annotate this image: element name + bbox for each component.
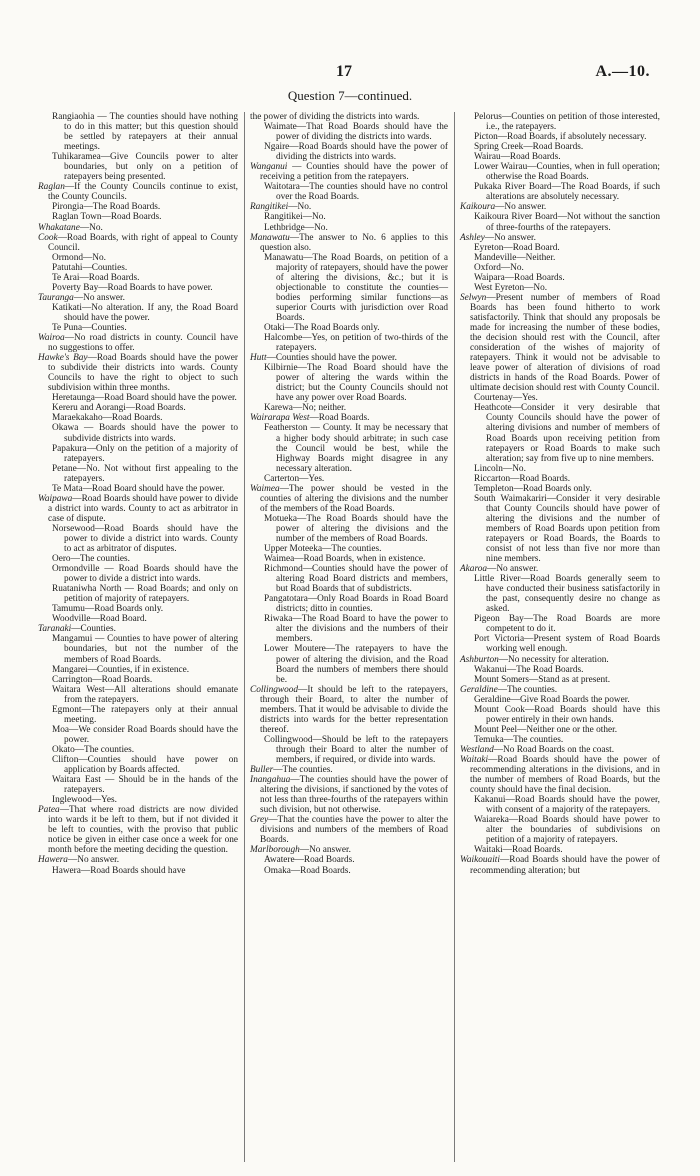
district-entry: Waiareka—Road Boards should have power to alter the boundaries of subdivisions on petition of a majority of ratepayers.	[474, 815, 660, 846]
district-entry: Kilbirnie—The Road Board should have the power of altering the wards within the district; but the County Councils should not have any power over Road Boards.	[264, 363, 448, 404]
district-entry: Little River—Road Boards generally seem to have conducted their business satisfactorily in the past, consequently desire no change as asked.	[474, 574, 660, 615]
district-entry: Pangatotara—Only Road Boards in Road Board districts; ditto in counties.	[264, 594, 448, 615]
district-entry: Carrington—Road Boards.	[52, 674, 153, 685]
county-entry: Cook—Road Boards, with right of appeal to County Council.	[38, 232, 238, 253]
district-entry: Okato—The counties.	[52, 744, 135, 755]
section-subtitle: Question 7—continued.	[287, 88, 413, 103]
county-entry: Ashburton—No necessity for alteration.	[460, 654, 609, 665]
district-entry: Carterton—Yes.	[264, 473, 325, 484]
county-entry: Inangahua—The counties should have the power of altering the divisions, if sanctioned by the votes of not less than three-fourths of the ratepayers within such division, but not otherwise.	[250, 775, 448, 816]
county-entry: Grey—That the counties have the power to alter the divisions and numbers of the members of Road Boards.	[250, 815, 448, 846]
district-entry: Heretaunga—Road Board should have the power.	[52, 393, 237, 404]
county-entry: Collingwood—It should be left to the ratepayers, through their Board, to alter the number of members. That it would be advisable to divide the districts into wards for the better representation thereof.	[250, 684, 448, 735]
district-entry: Omaka—Road Boards.	[264, 865, 351, 876]
district-entry: Lower Wairau—Counties, when in full operation; otherwise the Road Boards.	[474, 162, 660, 183]
county-entry: Hawera—No answer.	[38, 855, 120, 866]
district-entry: Waimea—Road Boards, when in existence.	[264, 554, 426, 565]
district-entry: Port Victoria—Present system of Road Boards working well enough.	[474, 634, 660, 655]
district-entry: Maraekakaho—Road Boards.	[52, 413, 163, 424]
column-divider	[454, 112, 455, 1162]
district-entry: Courtenay—Yes.	[474, 393, 538, 404]
county-entry: Raglan—If the County Councils continue to exist, the County Councils.	[38, 182, 238, 203]
district-entry: Karewa—No; neither.	[264, 403, 347, 414]
district-entry: Mount Somers—Stand as at present.	[474, 674, 611, 685]
district-entry: Clifton—Counties should have power on application by Boards affected.	[52, 755, 238, 776]
county-entry: Waitaki—Road Boards should have the power of recommending alterations in the divisions, and in the number of members of Road Boards, but the county should have the final decision.	[460, 755, 660, 796]
county-entry: Manawatu—The answer to No. 6 applies to this question also.	[250, 232, 448, 253]
county-entry: Hawke's Bay—Road Boards should have the power to subdivide their districts into wards. County Councils to have the right to object to such subdivision within three months.	[38, 353, 238, 394]
district-entry: Oxford—No.	[474, 262, 524, 273]
district-entry: Ormondville — Road Boards should have the power to divide a district into wards.	[52, 564, 238, 585]
county-entry: Patea—That where road districts are now divided into wards it be left to them, but if not divided it be left to counties, with the proviso that public notice be given in either case once a week for one month before the meeting deciding the question.	[38, 805, 238, 856]
district-entry: Manawatu—The Road Boards, on petition of a majority of ratepayers, should have the power of altering the divisions, &c.; but it is objectionable to constitute the counties—bodies performing similar functions—as superior Courts with jurisdiction over Road Boards.	[264, 252, 448, 323]
text-column-1	[38, 112, 238, 876]
district-entry: South Waimakariri—Consider it very desirable that County Councils should have power of altering the divisions and the number of members of Road Boards upon petition from ratepayers or Road Boards, the Boards to consist of not less than five nor more than nine members.	[474, 493, 660, 565]
district-entry: Featherston — County. It may be necessary that a higher body should arbitrate; in such case the Council would be best, while the Highway Boards might disagree in any necessary alteration.	[264, 423, 448, 474]
county-entry: Waipawa—Road Boards should have power to divide a district into wards. County to act as arbitrator in case of dispute.	[38, 493, 238, 524]
district-entry: Kaikoura River Board—Not without the sanction of three-fourths of the ratepayers.	[474, 212, 660, 233]
county-entry: Tauranga—No answer.	[38, 292, 125, 303]
district-entry: Heathcote—Consider it very desirable that County Councils should have the power of altering divisions and number of members of Road Boards upon receiving petition from ratepayers or Road Boards to make such alteration; say from five up to nine members.	[474, 403, 660, 464]
district-entry: Waimate—That Road Boards should have the power of dividing the districts into wards.	[264, 122, 448, 143]
county-entry: Taranaki—Counties.	[38, 624, 116, 635]
district-entry: Lower Moutere—The ratepayers to have the power of altering the division, and the Road Board the numbers of members there should be.	[264, 644, 448, 685]
district-entry: Hawera—Road Boards should have	[52, 865, 186, 876]
district-entry: Mandeville—Neither.	[474, 252, 556, 263]
district-entry: Eyreton—Road Board.	[474, 242, 560, 253]
district-entry: Ngaire—Road Boards should have the power of dividing the districts into wards.	[264, 142, 448, 163]
county-entry: Wairarapa West—Road Boards.	[250, 413, 370, 424]
district-entry: Te Arai—Road Boards.	[52, 272, 140, 283]
district-entry: Spring Creek—Road Boards.	[474, 142, 584, 153]
district-entry: Moa—We consider Road Boards should have the power.	[52, 724, 238, 745]
district-entry: Motueka—The Road Boards should have the power of altering the divisions and the number of the members of Road Boards.	[264, 513, 448, 544]
district-entry: Wairau—Road Boards.	[474, 152, 561, 163]
district-entry: Okawa — Boards should have the power to subdivide districts into wards.	[52, 423, 238, 444]
county-entry: Waimea—The power should be vested in the counties of altering the divisions and the number of the members of the Road Boards.	[250, 483, 448, 514]
text-column-3	[460, 112, 660, 876]
district-entry: Templeton—Road Boards only.	[474, 483, 592, 494]
district-entry: Te Mata—Road Board should have the power.	[52, 483, 225, 494]
county-entry: Hutt—Counties should have the power.	[250, 353, 397, 364]
county-entry: Geraldine—The counties.	[460, 684, 558, 695]
district-entry: Katikati—No alteration. If any, the Road Board should have the power.	[52, 302, 238, 323]
district-entry: Awatere—Road Boards.	[264, 855, 355, 866]
district-entry: Wakanui—The Road Boards.	[474, 664, 584, 675]
district-entry: Richmond—Counties should have the power of altering Road Board districts and members, but Road Boards that of subdistricts.	[264, 564, 448, 595]
county-entry: Ashley—No answer.	[460, 232, 536, 243]
district-entry: Tamumu—Road Boards only.	[52, 604, 164, 615]
text-column-2	[250, 112, 448, 876]
county-entry: Selwyn—Present number of members of Road Boards has been found hitherto to work satisfactorily. Think that should any proposals be made for increasing the number of these bodies, the decision should rest with the Council, after consideration of the wishes of majority of ratepayers. Think it would not be advisable to leave power of alteration of divisions of road districts in hands of the Road Boards. Power of ultimate decision should rest with County Council.	[460, 292, 660, 394]
district-entry: Otaki—The Road Boards only.	[264, 322, 380, 333]
district-entry: Poverty Bay—Road Boards to have power.	[52, 282, 213, 293]
district-entry: Picton—Road Boards, if absolutely necessary.	[474, 132, 647, 143]
county-entry: Akaroa—No answer.	[460, 564, 539, 575]
district-entry: Collingwood—Should be left to the ratepayers through their Board to alter the number of members, if required, or divide into wards.	[264, 734, 448, 765]
district-entry: Rangitikei—No.	[264, 212, 326, 223]
district-entry: Raglan Town—Road Boards.	[52, 212, 162, 223]
district-entry: Papakura—Only on the petition of a majority of ratepayers.	[52, 443, 238, 464]
district-entry: Mangarei—Counties, if in existence.	[52, 664, 190, 675]
district-entry: Pirongia—The Road Boards.	[52, 202, 161, 213]
county-entry: Rangitikei—No.	[250, 202, 312, 213]
district-entry: Kakanui—Road Boards should have the power, with consent of a majority of the ratepayers.	[474, 795, 660, 816]
district-entry: Rangiaohia — The counties should have nothing to do in this matter; but this question should be settled by ratepayers at their annual meetings.	[52, 112, 238, 153]
county-entry: Marlborough—No answer.	[250, 845, 351, 856]
district-entry: Kereru and Aorangi—Road Boards.	[52, 403, 186, 414]
district-entry: Petane—No. Not without first appealing to the ratepayers.	[52, 463, 238, 484]
county-entry: Kaikoura—No answer.	[460, 202, 547, 213]
column-divider	[244, 112, 245, 1162]
district-entry: Mount Peel—Neither one or the other.	[474, 724, 618, 735]
district-entry: Waitaki—Road Boards.	[474, 845, 563, 856]
district-entry: Waitotara—The counties should have no control over the Road Boards.	[264, 182, 448, 203]
county-entry: the power of dividing the districts into wards.	[250, 112, 420, 122]
district-entry: Patutahi—Counties.	[52, 262, 128, 273]
district-entry: Waitara East — Should be in the hands of the ratepayers.	[52, 775, 238, 796]
district-entry: Norsewood—Road Boards should have the power to divide a district into wards. County to act as arbitrator of disputes.	[52, 523, 238, 555]
county-entry: Wanganui — Counties should have the power of receiving a petition from the ratepayers.	[250, 162, 448, 183]
district-entry: Lethbridge—No.	[264, 222, 328, 233]
page-number: 17	[336, 63, 352, 80]
county-entry: Westland—No Road Boards on the coast.	[460, 744, 615, 755]
district-entry: Inglewood—Yes.	[52, 795, 117, 806]
district-entry: Pelorus—Counties on petition of those interested, i.e., the ratepayers.	[474, 112, 660, 133]
district-entry: Pukaka River Board—The Road Boards, if such alterations are absolutely necessary.	[474, 182, 660, 203]
district-entry: Riccarton—Road Boards.	[474, 473, 571, 484]
document-reference: A.—10.	[595, 63, 650, 80]
county-entry: Buller—The counties.	[250, 765, 333, 776]
district-entry: West Eyreton—No.	[474, 282, 548, 293]
county-entry: Whakatane—No.	[38, 222, 103, 233]
district-entry: Ormond—No.	[52, 252, 106, 263]
district-entry: Temuka—The counties.	[474, 734, 564, 745]
district-entry: Halcombe—Yes, on petition of two-thirds of the ratepayers.	[264, 333, 448, 354]
county-entry: Waikouaiti—Road Boards should have the power of recommending alteration; but	[460, 855, 660, 876]
county-entry: Wairoa—No road districts in county. Council have no suggestions to offer.	[38, 333, 238, 354]
district-entry: Waipara—Road Boards.	[474, 272, 565, 283]
district-entry: Mount Cook—Road Boards should have this power entirely in their own hands.	[474, 704, 660, 725]
district-entry: Ruataniwha North — Road Boards; and only on petition of majority of ratepayers.	[52, 584, 238, 605]
district-entry: Geraldine—Give Road Boards the power.	[474, 694, 630, 705]
district-entry: Tuhikaramea—Give Councils power to alter boundaries, but only on a petition of ratepayers being presented.	[52, 152, 238, 183]
district-entry: Mangamui — Counties to have power of altering boundaries, but not the number of the members of Road Boards.	[52, 634, 238, 665]
district-entry: Riwaka—The Road Board to have the power to alter the divisions and the numbers of their members.	[264, 614, 448, 645]
district-entry: Egmont—The ratepayers only at their annual meeting.	[52, 704, 238, 725]
district-entry: Waitara West—All alterations should emanate from the ratepayers.	[52, 684, 238, 705]
district-entry: Woodville—Road Board.	[52, 614, 147, 625]
district-entry: Oero—The counties.	[52, 554, 130, 565]
district-entry: Lincoln—No.	[474, 463, 526, 474]
district-entry: Upper Moteeka—The counties.	[264, 544, 382, 555]
district-entry: Te Puna—Counties.	[52, 322, 127, 333]
district-entry: Pigeon Bay—The Road Boards are more competent to do it.	[474, 614, 660, 635]
